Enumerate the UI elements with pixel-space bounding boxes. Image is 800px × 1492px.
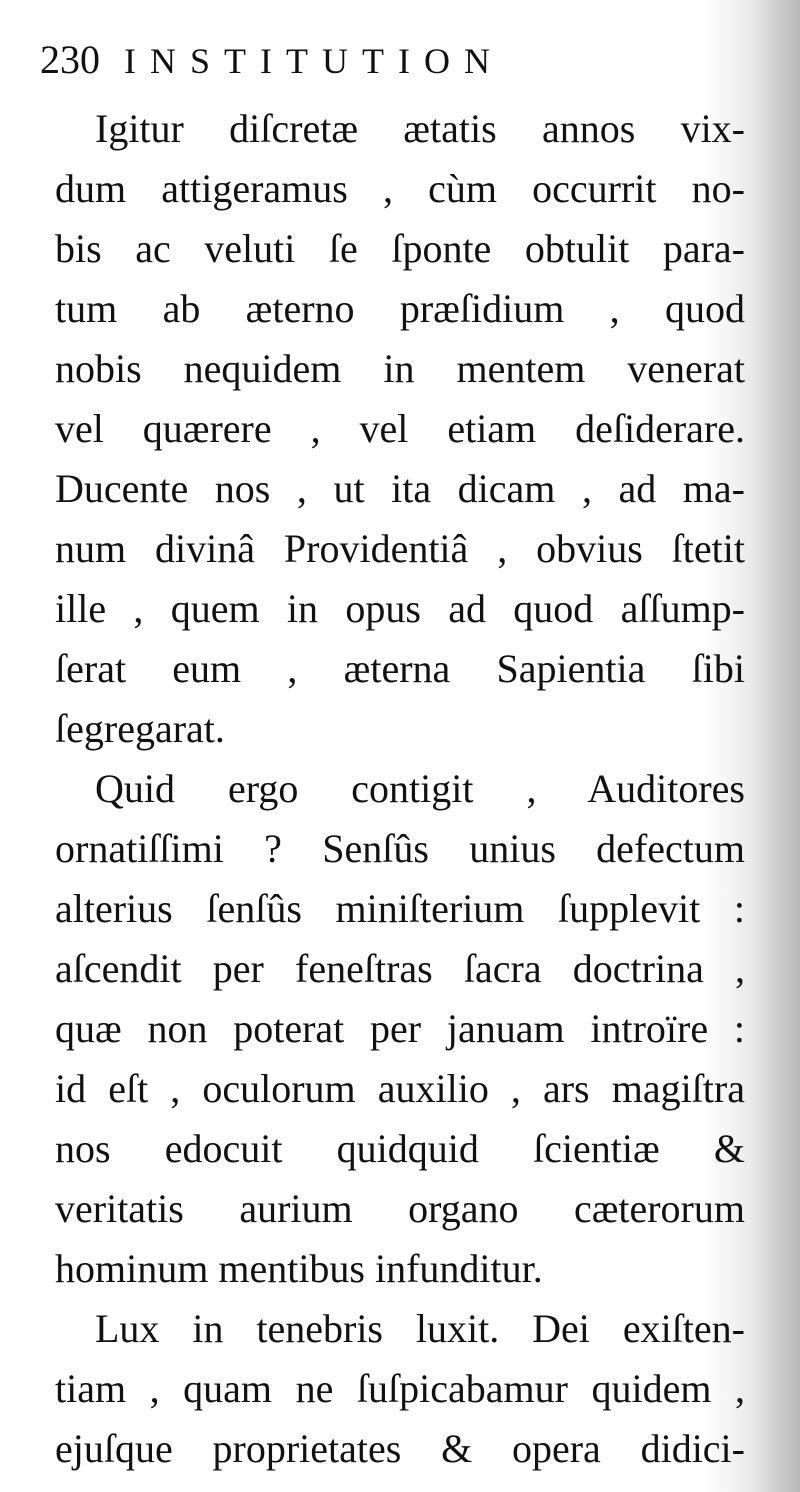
page-edge-shadow — [752, 0, 800, 1492]
text-line: dum attigeramus , cùm occurrit no- — [55, 166, 745, 211]
text-line: bis ac veluti ſe ſponte obtulit para- — [55, 226, 745, 271]
text-line: vel quærere , vel etiam deſiderare. — [55, 406, 745, 451]
running-title: INSTITUTION — [124, 41, 504, 81]
text-line: id eſt , oculorum auxilio , ars magiſtra — [55, 1066, 745, 1111]
text-line: tiam , quam ne ſuſpicabamur quidem , — [55, 1366, 745, 1411]
text-line: ejuſque proprietates & opera didici- — [55, 1426, 745, 1471]
page-number: 230 — [40, 37, 100, 82]
text-line: ornatiſſimi ? Senſûs unius defectum — [55, 826, 745, 871]
text-line: nobis nequidem in mentem venerat — [55, 346, 745, 391]
text-line: alterius ſenſûs miniſterium ſupplevit : — [55, 886, 745, 931]
text-line: Quid ergo contigit , Auditores — [95, 766, 745, 811]
text-line: Igitur diſcretæ ætatis annos vix- — [95, 106, 745, 151]
text-line: ſegregarat. — [55, 706, 225, 751]
text-line: hominum mentibus infunditur. — [55, 1246, 543, 1291]
text-line: Lux in tenebris luxit. Dei exiſten- — [95, 1306, 745, 1351]
text-line: aſcendit per feneſtras ſacra doctrina , — [55, 946, 745, 991]
text-line: ille , quem in opus ad quod aſſump- — [55, 586, 745, 631]
running-head — [40, 36, 504, 96]
text-line: quæ non poterat per januam introïre : — [55, 1006, 745, 1051]
text-line: tum ab æterno præſidium , quod — [55, 286, 745, 331]
text-line: veritatis aurium organo cæterorum — [55, 1186, 745, 1231]
text-line: nos edocuit quidquid ſcientiæ & — [55, 1126, 745, 1171]
text-line: Ducente nos , ut ita dicam , ad ma- — [55, 466, 745, 511]
text-line: num divinâ Providentiâ , obvius ſtetit — [55, 526, 745, 571]
text-line: ſerat eum , æterna Sapientia ſibi — [55, 646, 745, 691]
